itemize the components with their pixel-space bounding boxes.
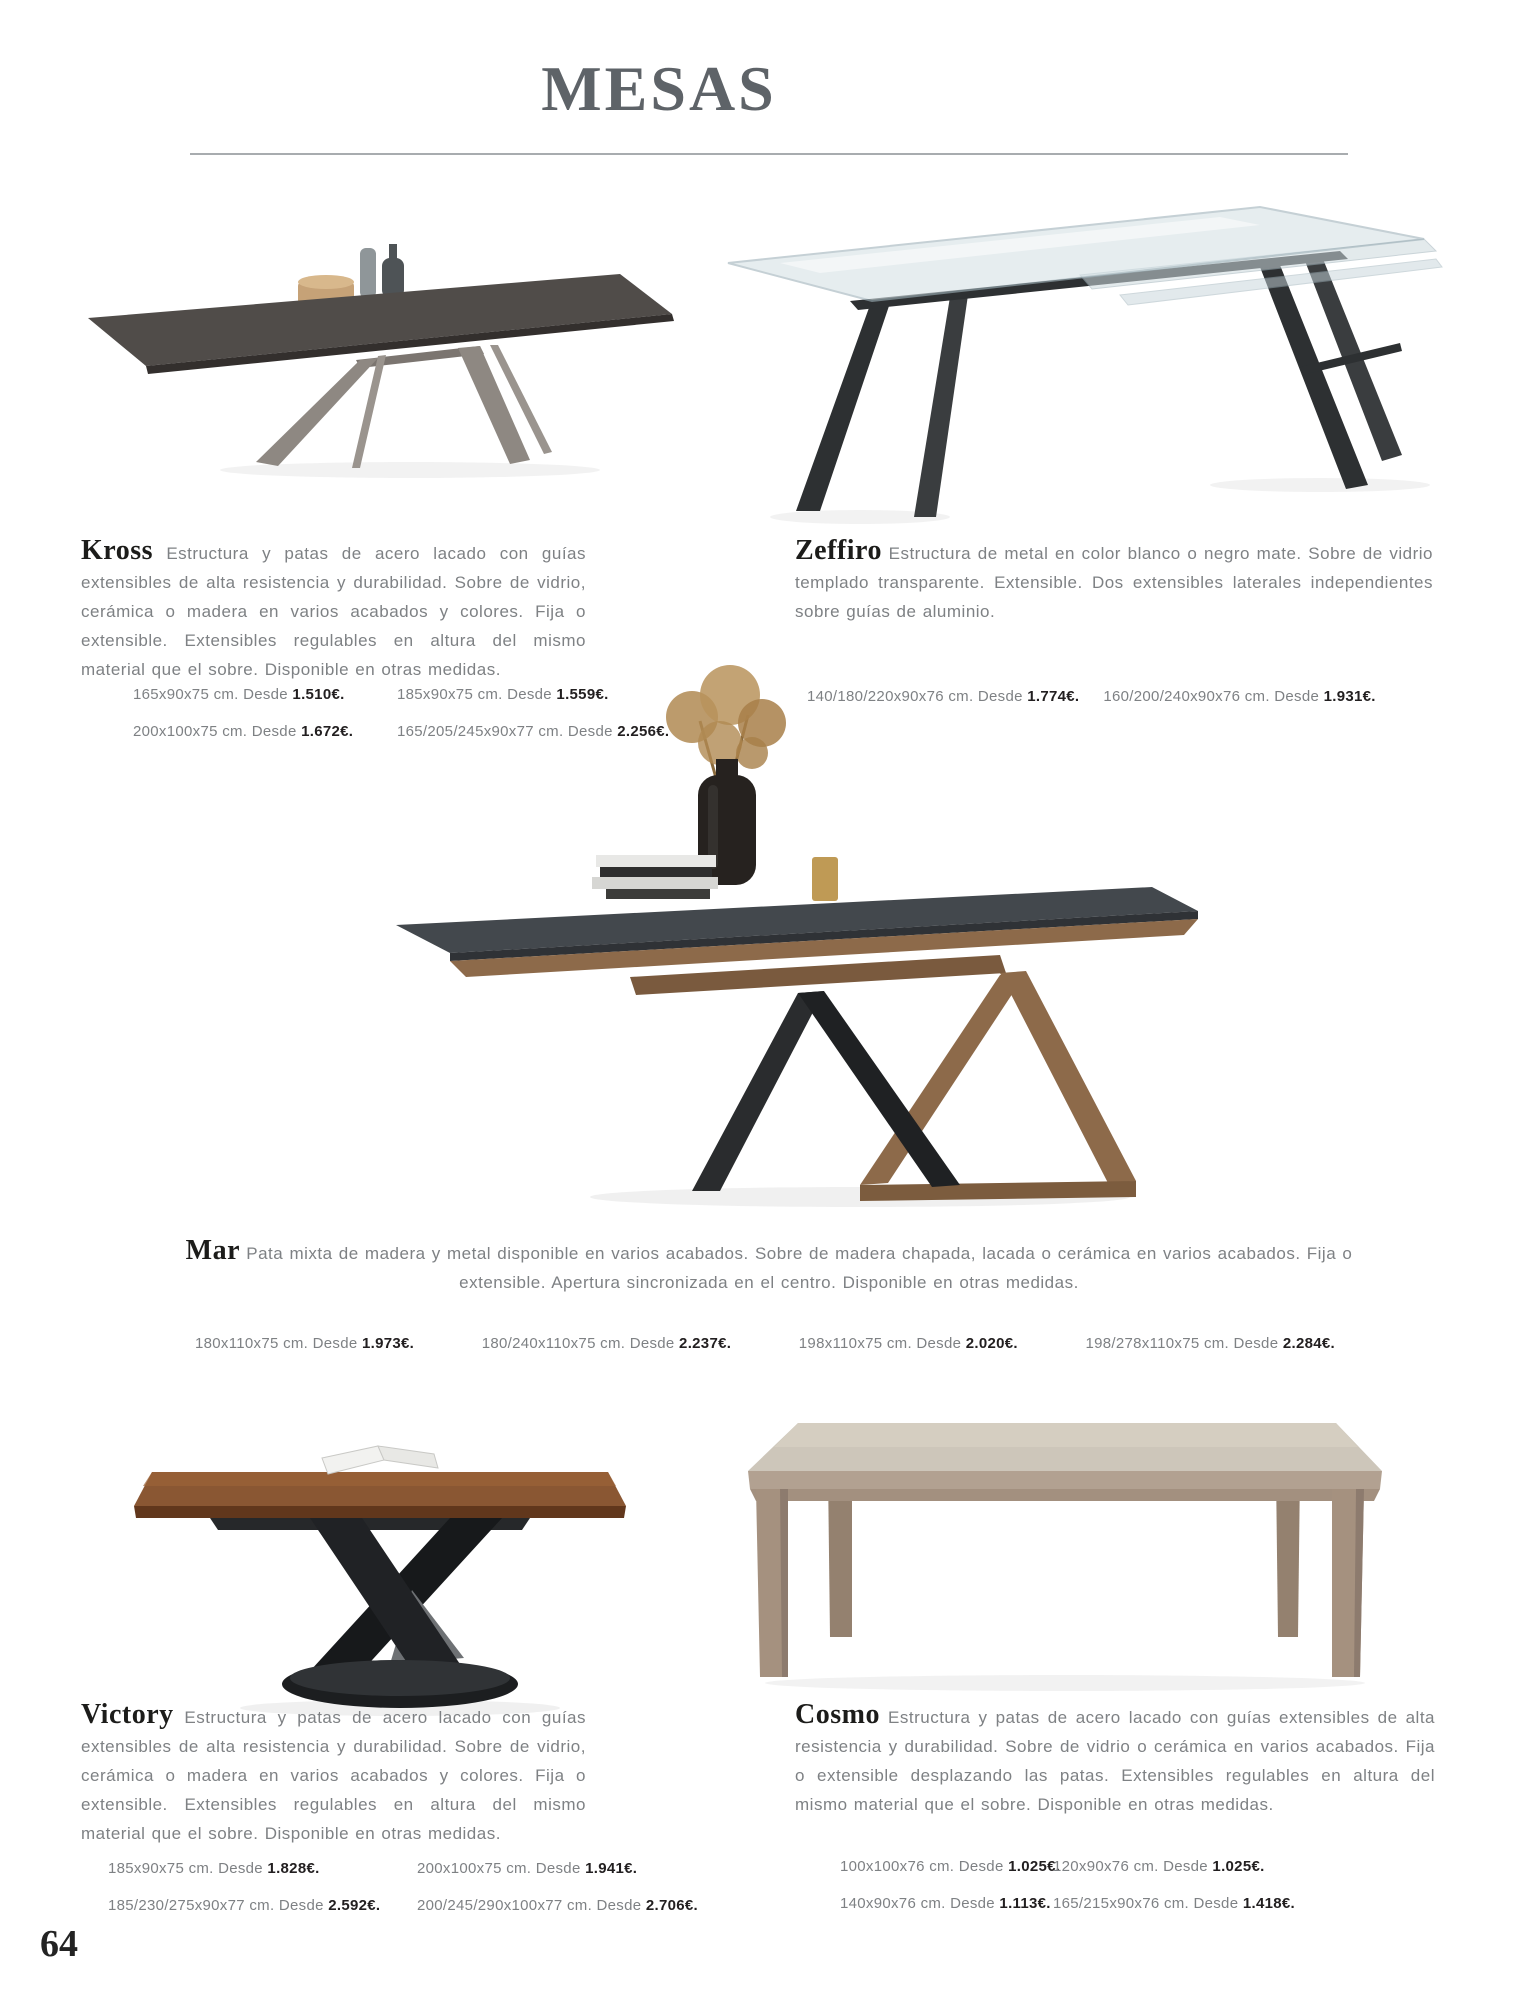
price-size: 198/278x110x75 cm. Desde: [1085, 1335, 1279, 1352]
price-entry: [108, 1860, 417, 1877]
price-entry: [195, 1335, 414, 1352]
price-value: 1.418€.: [1242, 1895, 1295, 1912]
price-size: 200x100x75 cm. Desde: [133, 723, 297, 740]
price-value: 1.672€.: [301, 723, 354, 740]
price-value: 1.025€.: [1008, 1858, 1061, 1875]
victory-name: Victory: [81, 1699, 174, 1730]
price-entry: [417, 1897, 698, 1914]
price-size: 185x90x75 cm. Desde: [397, 686, 552, 703]
zeffiro-description: [795, 536, 1433, 626]
price-size: 160/200/240x90x76 cm. Desde: [1103, 688, 1320, 705]
price-value: 1.510€.: [292, 686, 345, 703]
price-size: 200x100x75 cm. Desde: [417, 1860, 581, 1877]
price-value: 1.559€.: [556, 686, 609, 703]
price-entry: [840, 1895, 1053, 1912]
kross-table-photo: [60, 170, 700, 480]
cosmo-name: Cosmo: [795, 1699, 880, 1730]
mar-table-photo: [300, 625, 1240, 1210]
mar-description: [169, 1236, 1369, 1297]
price-size: 165x90x75 cm. Desde: [133, 686, 288, 703]
price-size: 180x110x75 cm. Desde: [195, 1335, 358, 1352]
zeffiro-description-text: Estructura de metal en color blanco o negro mate. Sobre de vidrio templado transparente. Extensible. Dos extensibles laterales independientes sobre guías de aluminio.: [795, 544, 1433, 621]
price-value: 2.592€.: [328, 1897, 381, 1914]
price-value: 1.828€.: [267, 1860, 320, 1877]
price-value: 1.025€.: [1212, 1858, 1265, 1875]
price-entry: [1053, 1895, 1295, 1912]
price-size: 198x110x75 cm. Desde: [798, 1335, 962, 1352]
price-size: 140x90x76 cm. Desde: [840, 1895, 995, 1912]
price-size: 185x90x75 cm. Desde: [108, 1860, 263, 1877]
mar-price-list: [195, 1335, 1335, 1352]
mar-name: Mar: [185, 1235, 241, 1266]
price-size: 165/205/245x90x77 cm. Desde: [397, 723, 613, 740]
cosmo-price-list: [840, 1858, 1295, 1912]
kross-name: Kross: [81, 535, 153, 566]
page-title: MESAS: [541, 53, 777, 124]
price-value: 1.113€.: [999, 1895, 1051, 1912]
zeffiro-table-photo: [700, 155, 1460, 530]
price-value: 2.284€.: [1282, 1335, 1335, 1352]
price-value: 2.256€.: [617, 723, 670, 740]
price-size: 100x100x76 cm. Desde: [840, 1858, 1004, 1875]
price-entry: [1085, 1335, 1335, 1352]
price-entry: [1053, 1858, 1295, 1875]
price-size: 180/240x110x75 cm. Desde: [481, 1335, 675, 1352]
mar-product-image: [300, 625, 1240, 1210]
kross-product-image: [60, 170, 700, 480]
cosmo-description-text: Estructura y patas de acero lacado con guías extensibles de alta resistencia y durabilidad. Sobre de vidrio o cerámica en varios acabados. Fija o extensible desplazando las patas. Extensibles regulables en altura del mismo material que el sobre. Disponible en otras medidas.: [795, 1708, 1435, 1814]
victory-table-photo: [60, 1420, 700, 1720]
mar-description-text: Pata mixta de madera y metal disponible en varios acabados. Sobre de madera chapada, lacada o cerámica en varios acabados. Fija o extensible. Apertura sincronizada en el centro. Disponible en otras medidas.: [246, 1244, 1353, 1292]
cosmo-product-image: [690, 1385, 1470, 1695]
price-value: 1.941€.: [585, 1860, 638, 1877]
victory-price-list: [108, 1860, 698, 1914]
price-size: 120x90x76 cm. Desde: [1053, 1858, 1208, 1875]
zeffiro-name: Zeffiro: [795, 535, 882, 566]
victory-description-text: Estructura y patas de acero lacado con guías extensibles de alta resistencia y durabilidad. Sobre de vidrio, cerámica o madera en varios acabados y colores. Fija o extensible. Extensibles regulables en altura del mismo material que el sobre. Disponible en otras medidas.: [81, 1708, 586, 1843]
price-value: 2.706€.: [645, 1897, 699, 1914]
price-size: 200/245/290x100x77 cm. Desde: [417, 1897, 642, 1914]
price-entry: [482, 1335, 732, 1352]
kross-description-text: Estructura y patas de acero lacado con guías extensibles de alta resistencia y durabilidad. Sobre de vidrio, cerámica o madera en varios acabados y colores. Fija o extensible. Extensibles regulables en altura del mismo material que el sobre. Disponible en otras medidas.: [81, 544, 586, 679]
zeffiro-product-image: [700, 155, 1460, 530]
price-entry: [840, 1858, 1061, 1875]
price-value: 2.020€.: [965, 1335, 1018, 1352]
price-entry: [417, 1860, 698, 1877]
price-entry: [108, 1897, 417, 1914]
cosmo-table-photo: [690, 1385, 1470, 1695]
cosmo-description: [795, 1700, 1435, 1819]
price-size: 165/215x90x76 cm. Desde: [1053, 1895, 1239, 1912]
victory-description: [81, 1700, 586, 1848]
price-size: 185/230/275x90x77 cm. Desde: [108, 1897, 324, 1914]
price-value: 2.237€.: [679, 1335, 732, 1352]
price-entry: [799, 1335, 1018, 1352]
victory-product-image: [60, 1420, 700, 1720]
price-value: 1.973€.: [361, 1335, 415, 1352]
price-size: 140/180/220x90x76 cm. Desde: [807, 688, 1023, 705]
price-value: 1.774€.: [1027, 688, 1080, 705]
price-value: 1.931€.: [1323, 688, 1376, 705]
page-number: 64: [40, 1923, 78, 1965]
